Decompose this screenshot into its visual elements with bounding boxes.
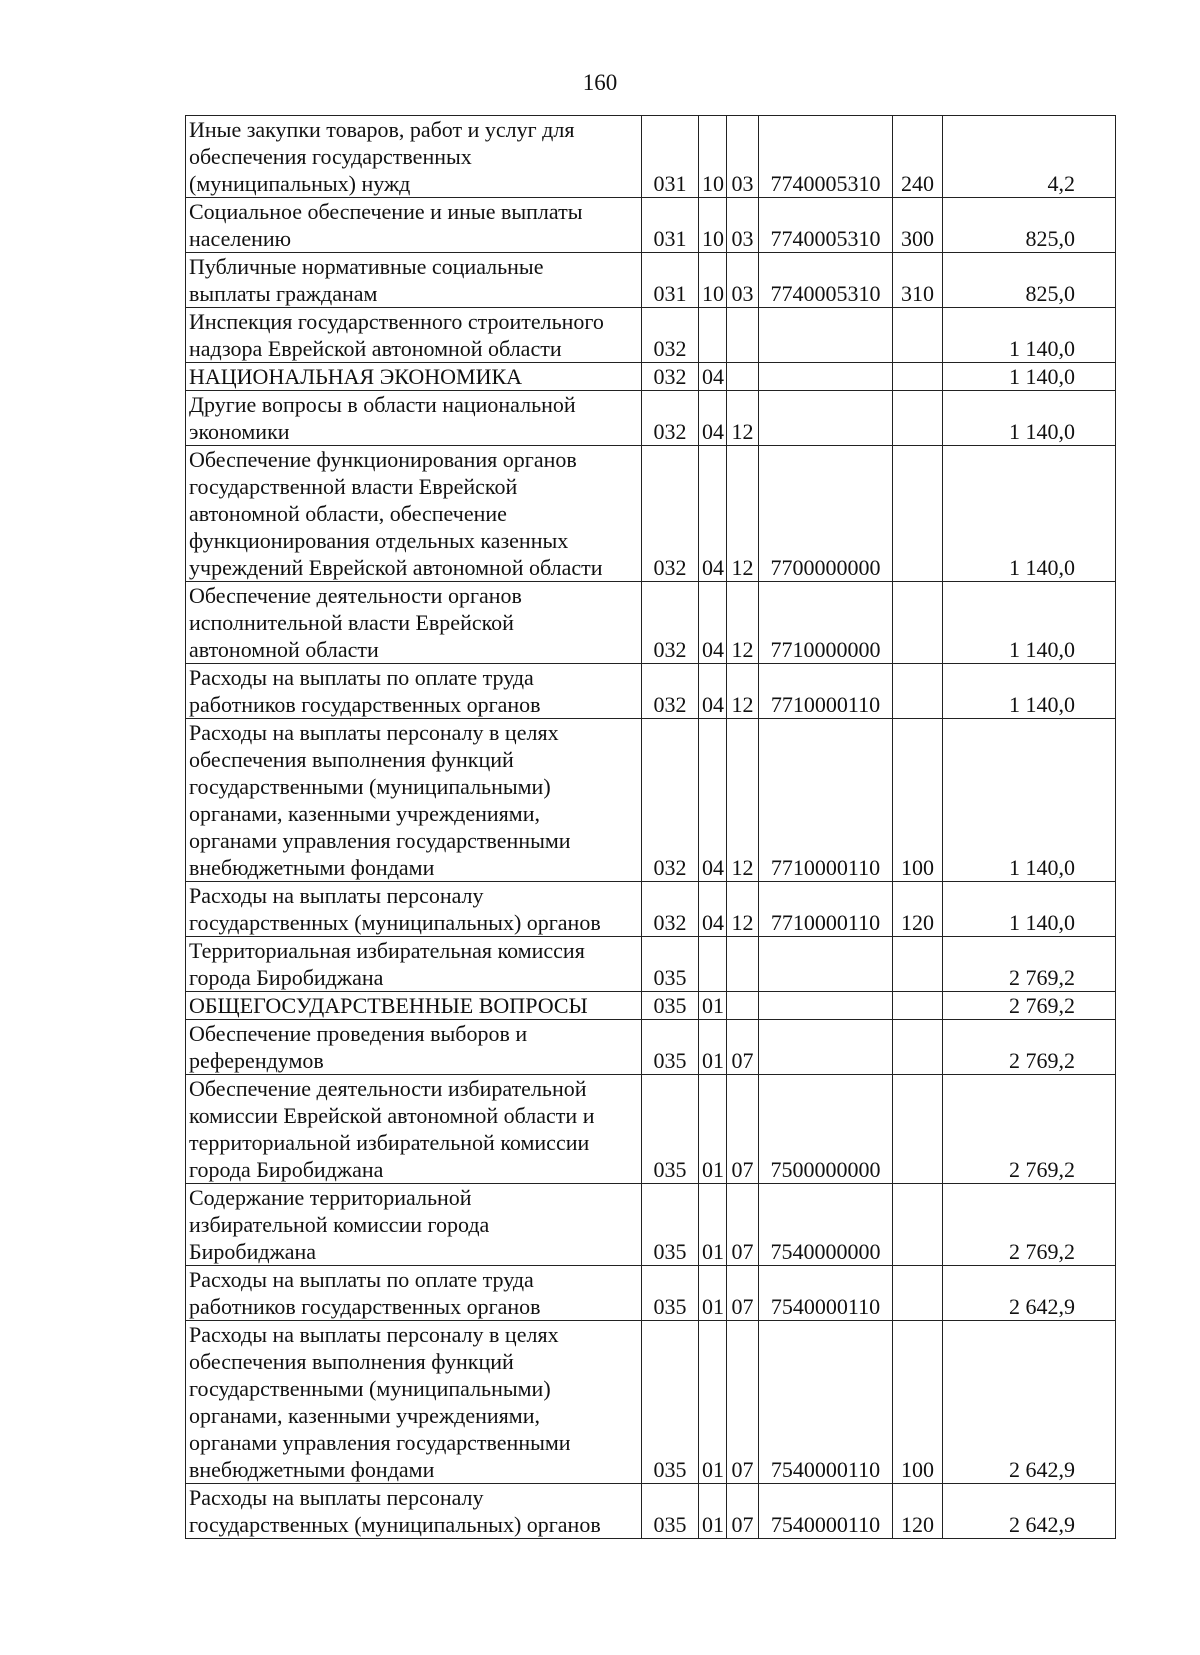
- item-name-cell: Расходы на выплаты персоналу государственных (муниципальных) органов: [186, 882, 642, 937]
- amount-cell: 2 642,9: [943, 1266, 1116, 1321]
- expense-type-code-cell: [893, 937, 943, 992]
- item-name-cell: Расходы на выплаты по оплате труда работников государственных органов: [186, 1266, 642, 1321]
- subsection-code-cell: 12: [727, 391, 759, 446]
- expense-type-code-cell: 300: [893, 198, 943, 253]
- target-article-code-cell: [759, 308, 893, 363]
- target-article-code-cell: 7740005310: [759, 198, 893, 253]
- target-article-code-cell: 7710000110: [759, 882, 893, 937]
- table-row: [186, 1020, 1116, 1075]
- ved-code-cell: 035: [642, 992, 699, 1020]
- ved-code-cell: 032: [642, 363, 699, 391]
- target-article-code-cell: 7710000000: [759, 582, 893, 664]
- ved-code-cell: 031: [642, 198, 699, 253]
- subsection-code-cell: 03: [727, 198, 759, 253]
- subsection-code-cell: 12: [727, 719, 759, 882]
- subsection-code-cell: 07: [727, 1321, 759, 1484]
- item-name-cell: Инспекция государственного строительного надзора Еврейской автономной области: [186, 308, 642, 363]
- item-name-cell: Содержание территориальной избирательной комиссии города Биробиджана: [186, 1184, 642, 1266]
- ved-code-cell: 035: [642, 1184, 699, 1266]
- section-code-cell: 01: [699, 1184, 727, 1266]
- section-code-cell: 04: [699, 582, 727, 664]
- table-row: [186, 1484, 1116, 1539]
- table-row: [186, 1184, 1116, 1266]
- subsection-code-cell: 07: [727, 1266, 759, 1321]
- subsection-code-cell: 07: [727, 1020, 759, 1075]
- target-article-code-cell: 7540000110: [759, 1266, 893, 1321]
- amount-cell: 1 140,0: [943, 719, 1116, 882]
- expense-type-code-cell: [893, 582, 943, 664]
- subsection-code-cell: 03: [727, 116, 759, 198]
- amount-cell: 825,0: [943, 198, 1116, 253]
- expense-type-code-cell: 240: [893, 116, 943, 198]
- item-name-cell: Расходы на выплаты по оплате труда работников государственных органов: [186, 664, 642, 719]
- ved-code-cell: 032: [642, 446, 699, 582]
- amount-cell: 1 140,0: [943, 882, 1116, 937]
- target-article-code-cell: 7540000110: [759, 1321, 893, 1484]
- amount-cell: 1 140,0: [943, 308, 1116, 363]
- item-name-cell: НАЦИОНАЛЬНАЯ ЭКОНОМИКА: [186, 363, 642, 391]
- ved-code-cell: 035: [642, 1484, 699, 1539]
- expense-type-code-cell: 120: [893, 882, 943, 937]
- subsection-code-cell: [727, 308, 759, 363]
- expense-type-code-cell: [893, 363, 943, 391]
- amount-cell: 1 140,0: [943, 582, 1116, 664]
- table-row: [186, 116, 1116, 198]
- table-row: [186, 992, 1116, 1020]
- table-row: [186, 1266, 1116, 1321]
- amount-cell: 2 769,2: [943, 1075, 1116, 1184]
- target-article-code-cell: 7710000110: [759, 719, 893, 882]
- target-article-code-cell: 7740005310: [759, 253, 893, 308]
- item-name-cell: Расходы на выплаты персоналу в целях обеспечения выполнения функций государственными (муниципальными) органами, казенными учреждениями, органами управления государственными внебюджетными фондами: [186, 719, 642, 882]
- target-article-code-cell: 7500000000: [759, 1075, 893, 1184]
- section-code-cell: 04: [699, 446, 727, 582]
- expense-type-code-cell: 120: [893, 1484, 943, 1539]
- table-row: [186, 198, 1116, 253]
- table-row: [186, 446, 1116, 582]
- expense-type-code-cell: 100: [893, 719, 943, 882]
- ved-code-cell: 035: [642, 1075, 699, 1184]
- amount-cell: 2 769,2: [943, 1020, 1116, 1075]
- amount-cell: 1 140,0: [943, 363, 1116, 391]
- ved-code-cell: 032: [642, 308, 699, 363]
- amount-cell: 2 642,9: [943, 1484, 1116, 1539]
- subsection-code-cell: [727, 363, 759, 391]
- amount-cell: 1 140,0: [943, 446, 1116, 582]
- ved-code-cell: 031: [642, 253, 699, 308]
- ved-code-cell: 035: [642, 1321, 699, 1484]
- amount-cell: 1 140,0: [943, 391, 1116, 446]
- amount-cell: 2 642,9: [943, 1321, 1116, 1484]
- item-name-cell: Обеспечение функционирования органов государственной власти Еврейской автономной области, обеспечение функционирования отдельных казенных учреждений Еврейской автономной области: [186, 446, 642, 582]
- section-code-cell: 10: [699, 116, 727, 198]
- target-article-code-cell: 7540000110: [759, 1484, 893, 1539]
- item-name-cell: Обеспечение проведения выборов и референдумов: [186, 1020, 642, 1075]
- target-article-code-cell: [759, 391, 893, 446]
- item-name-cell: Иные закупки товаров, работ и услуг для обеспечения государственных (муниципальных) нужд: [186, 116, 642, 198]
- section-code-cell: 04: [699, 719, 727, 882]
- target-article-code-cell: [759, 937, 893, 992]
- section-code-cell: 04: [699, 391, 727, 446]
- item-name-cell: Другие вопросы в области национальной экономики: [186, 391, 642, 446]
- expense-type-code-cell: [893, 391, 943, 446]
- amount-cell: 4,2: [943, 116, 1116, 198]
- section-code-cell: [699, 937, 727, 992]
- page-number: 160: [582, 70, 618, 95]
- amount-cell: 2 769,2: [943, 1184, 1116, 1266]
- item-name-cell: Расходы на выплаты персоналу в целях обеспечения выполнения функций государственными (муниципальными) органами, казенными учреждениями, органами управления государственными внебюджетными фондами: [186, 1321, 642, 1484]
- target-article-code-cell: [759, 992, 893, 1020]
- amount-cell: 1 140,0: [943, 664, 1116, 719]
- section-code-cell: 01: [699, 1484, 727, 1539]
- expense-type-code-cell: 310: [893, 253, 943, 308]
- subsection-code-cell: 07: [727, 1184, 759, 1266]
- table-row: [186, 882, 1116, 937]
- ved-code-cell: 035: [642, 1266, 699, 1321]
- table-row: [186, 664, 1116, 719]
- subsection-code-cell: 07: [727, 1484, 759, 1539]
- expense-type-code-cell: [893, 1184, 943, 1266]
- item-name-cell: Обеспечение деятельности избирательной комиссии Еврейской автономной области и территориальной избирательной комиссии города Биробиджана: [186, 1075, 642, 1184]
- table-row: [186, 308, 1116, 363]
- ved-code-cell: 032: [642, 664, 699, 719]
- section-code-cell: 01: [699, 992, 727, 1020]
- section-code-cell: 01: [699, 1020, 727, 1075]
- item-name-cell: ОБЩЕГОСУДАРСТВЕННЫЕ ВОПРОСЫ: [186, 992, 642, 1020]
- amount-cell: 825,0: [943, 253, 1116, 308]
- subsection-code-cell: 07: [727, 1075, 759, 1184]
- item-name-cell: Территориальная избирательная комиссия города Биробиджана: [186, 937, 642, 992]
- ved-code-cell: 032: [642, 582, 699, 664]
- expense-type-code-cell: [893, 1075, 943, 1184]
- target-article-code-cell: [759, 1020, 893, 1075]
- ved-code-cell: 031: [642, 116, 699, 198]
- section-code-cell: 01: [699, 1075, 727, 1184]
- expense-type-code-cell: [893, 1266, 943, 1321]
- subsection-code-cell: 03: [727, 253, 759, 308]
- item-name-cell: Расходы на выплаты персоналу государственных (муниципальных) органов: [186, 1484, 642, 1539]
- subsection-code-cell: 12: [727, 882, 759, 937]
- item-name-cell: Публичные нормативные социальные выплаты гражданам: [186, 253, 642, 308]
- item-name-cell: Обеспечение деятельности органов исполнительной власти Еврейской автономной области: [186, 582, 642, 664]
- section-code-cell: 04: [699, 363, 727, 391]
- section-code-cell: 10: [699, 253, 727, 308]
- subsection-code-cell: [727, 992, 759, 1020]
- amount-cell: 2 769,2: [943, 992, 1116, 1020]
- section-code-cell: 01: [699, 1321, 727, 1484]
- table-row: [186, 1075, 1116, 1184]
- subsection-code-cell: 12: [727, 664, 759, 719]
- subsection-code-cell: 12: [727, 446, 759, 582]
- ved-code-cell: 035: [642, 937, 699, 992]
- subsection-code-cell: [727, 937, 759, 992]
- section-code-cell: [699, 308, 727, 363]
- table-row: [186, 363, 1116, 391]
- section-code-cell: 01: [699, 1266, 727, 1321]
- item-name-cell: Социальное обеспечение и иные выплаты населению: [186, 198, 642, 253]
- table-row: [186, 719, 1116, 882]
- target-article-code-cell: 7700000000: [759, 446, 893, 582]
- section-code-cell: 10: [699, 198, 727, 253]
- expense-type-code-cell: [893, 446, 943, 582]
- expense-type-code-cell: [893, 664, 943, 719]
- ved-code-cell: 032: [642, 882, 699, 937]
- target-article-code-cell: [759, 363, 893, 391]
- amount-cell: 2 769,2: [943, 937, 1116, 992]
- table-row: [186, 582, 1116, 664]
- budget-table: [185, 115, 1116, 1539]
- ved-code-cell: 032: [642, 719, 699, 882]
- expense-type-code-cell: [893, 1020, 943, 1075]
- expense-type-code-cell: 100: [893, 1321, 943, 1484]
- table-row: [186, 1321, 1116, 1484]
- target-article-code-cell: 7540000000: [759, 1184, 893, 1266]
- expense-type-code-cell: [893, 992, 943, 1020]
- expense-type-code-cell: [893, 308, 943, 363]
- table-row: [186, 253, 1116, 308]
- table-row: [186, 937, 1116, 992]
- section-code-cell: 04: [699, 882, 727, 937]
- ved-code-cell: 032: [642, 391, 699, 446]
- target-article-code-cell: 7710000110: [759, 664, 893, 719]
- target-article-code-cell: 7740005310: [759, 116, 893, 198]
- section-code-cell: 04: [699, 664, 727, 719]
- ved-code-cell: 035: [642, 1020, 699, 1075]
- subsection-code-cell: 12: [727, 582, 759, 664]
- table-row: [186, 391, 1116, 446]
